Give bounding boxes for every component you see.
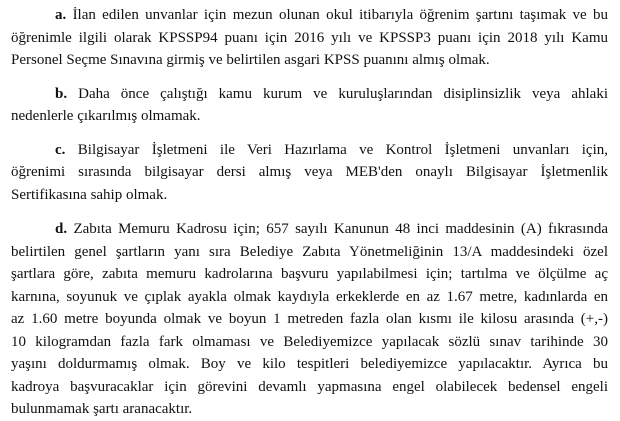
- paragraph-b: [11, 83, 608, 128]
- paragraph-d-line-5: az 1.60 metre boyunda olmak ve boyun 1 metreden fazla olan kısmı ile kilosu arasında (+,-): [11, 311, 608, 327]
- paragraph-d: [11, 218, 608, 421]
- paragraph-d-line-9: bulunmamak şartı aranacaktır.: [11, 401, 193, 417]
- paragraph-b-line-2: nedenlerle çıkarılmış olmamak.: [11, 108, 201, 124]
- paragraph-a-line-1: a. İlan edilen unvanlar için mezun olunan okul itibarıyla öğrenim şartını taşımak ve bu: [55, 7, 609, 23]
- paragraph-a-marker: a.: [55, 7, 67, 23]
- paragraph-d-line-7: yaşını doldurmamış olmak. Boy ve kilo tespitleri belediyemizce yapılacaktır. Ayrıca bu: [11, 356, 608, 372]
- paragraph-d-line-4: karnına, soyunuk ve çıplak ayakla olmak kaydıyla erkeklerde en az 1.67 metre, kadınlarda en: [11, 288, 608, 305]
- paragraph-c-marker: c.: [55, 141, 66, 158]
- paragraph-d-line-2: belirtilen genel şartların yanı sıra Belediye Zabıta Yönetmeliğinin 13/A maddesindeki özel: [11, 243, 608, 260]
- paragraph-b-line-1: b. Daha önce çalıştığı kamu kurum ve kuruluşlarından disiplinsizlik veya ahlaki: [55, 85, 609, 102]
- paragraph-c-line-3: Sertifikasına sahip olmak.: [11, 186, 168, 203]
- paragraph-c-line-2: öğrenimi sırasında bilgisayar dersi almış veya MEB'den onaylı Bilgisayar İşletmenlik: [11, 164, 608, 180]
- paragraph-d-line-1: d. Zabıta Memuru Kadrosu için; 657 sayılı Kanunun 48 inci maddesinin (A) fıkrasında: [55, 221, 609, 237]
- paragraph-d-marker: d.: [55, 221, 68, 237]
- paragraph-a-line-3: Personel Seçme Sınavına girmiş ve belirtilen asgari KPSS puanını almış olmak.: [11, 52, 490, 68]
- paragraph-a: [11, 4, 608, 72]
- paragraph-b-marker: b.: [55, 85, 68, 102]
- paragraph-d-line-8: kadroya başvuracaklar için görevini devamlı yapmasına engel olabilecek bedensel engeli: [11, 378, 608, 395]
- paragraph-c: [11, 139, 608, 207]
- paragraph-a-line-2: öğrenimle ilgili olarak KPSSP94 puanı için 2016 yılı ve KPSSP3 puanı için 2018 yılı Kamu: [11, 29, 608, 46]
- paragraph-d-line-3: şartlara göre, zabıta memuru kadrolarına başvuru yapılabilmesi için; tartılma ve ölçülme aç: [11, 266, 608, 282]
- paragraph-c-line-1: c. Bilgisayar İşletmeni ile Veri Hazırlama ve Kontrol İşletmeni unvanları için,: [55, 141, 608, 158]
- paragraph-d-line-6: 10 kilogramdan fazla fark olmaması ve Belediyemizce yapılacak sözlü sınav tarihinde 30: [11, 333, 608, 350]
